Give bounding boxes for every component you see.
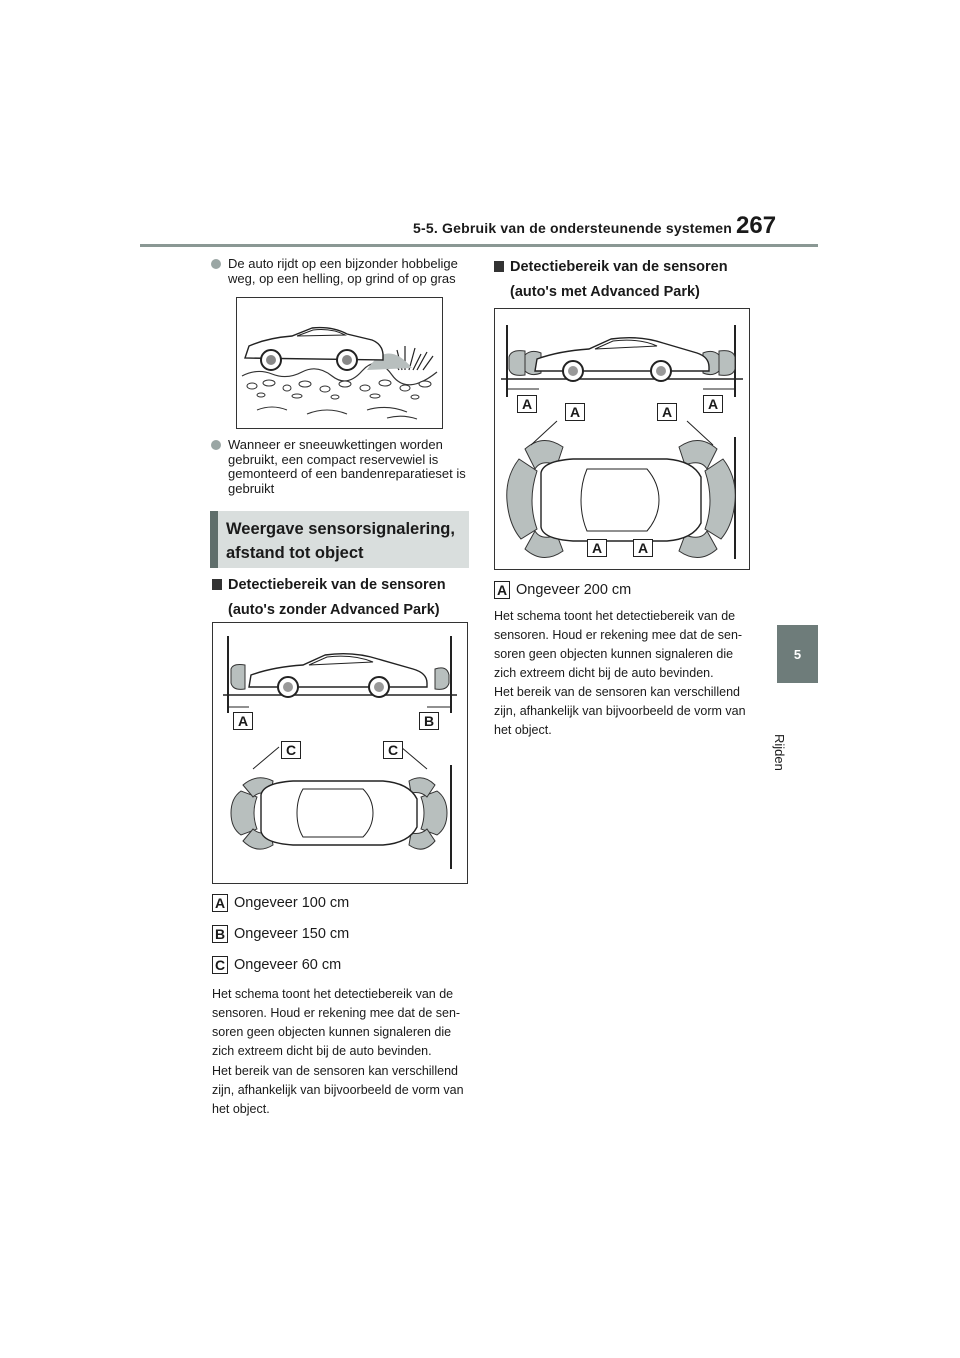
bullet-item	[211, 257, 471, 291]
legend-text: Ongeveer 60 cm	[234, 957, 342, 973]
legend-text: Ongeveer 100 cm	[234, 895, 350, 911]
section-title: 5-5. Gebruik van de ondersteunende systemen	[413, 220, 733, 236]
rough-road-drawing	[237, 298, 442, 428]
legend-text: Ongeveer 200 cm	[516, 582, 632, 598]
body-paragraph: Het schema toont het detectiebereik van de sensoren. Houd er rekening mee dat de sen-soren geen objecten kunnen signaleren die zich extreem dicht bij de auto bevinden.	[212, 987, 461, 1058]
legend-item-a	[212, 894, 412, 914]
legend-letter: A	[212, 894, 228, 912]
header-divider	[140, 244, 818, 247]
rough-road-illustration	[236, 297, 443, 429]
legend-letter: A	[494, 581, 510, 599]
page-number: 267	[736, 212, 777, 239]
dimension-label-a: A	[517, 395, 537, 413]
dimension-label-b: B	[419, 712, 439, 730]
advanced-park-drawing	[495, 309, 749, 569]
subheading-text: Detectiebereik van de sensoren (auto's met Advanced Park)	[510, 259, 728, 300]
dimension-label-a: A	[587, 539, 607, 557]
heading-accent-bar	[210, 511, 218, 568]
sensor-range-diagram	[212, 622, 468, 884]
advanced-park-sensor-diagram	[494, 308, 750, 570]
legend-item-b	[212, 925, 412, 945]
subheading	[212, 573, 472, 623]
body-paragraph: Het bereik van de sensoren kan verschillend zijn, afhankelijk van bijvoorbeeld de vorm van het object.	[494, 685, 746, 737]
legend-letter: C	[212, 956, 228, 974]
subheading-text: Detectiebereik van de sensoren (auto's zonder Advanced Park)	[228, 577, 446, 618]
legend-item-a	[494, 581, 694, 601]
body-paragraph: Het schema toont het detectiebereik van de sensoren. Houd er rekening mee dat de sen-soren geen objecten kunnen signaleren die zich extreem dicht bij de auto bevinden.	[494, 609, 743, 680]
bullet-item	[211, 438, 471, 498]
legend-text: Ongeveer 150 cm	[234, 926, 350, 942]
bullet-dot-icon	[211, 440, 221, 450]
dimension-label-a: A	[703, 395, 723, 413]
square-bullet-icon	[494, 261, 504, 272]
bullet-dot-icon	[211, 259, 221, 269]
dimension-label-c-right: C	[383, 741, 403, 759]
sensor-range-drawing	[213, 623, 467, 883]
dimension-label-a: A	[657, 403, 677, 421]
dimension-label-a: A	[233, 712, 253, 730]
subheading	[494, 255, 754, 305]
chapter-label-text: Rijden	[772, 734, 787, 771]
bullet-text: De auto rijdt op een bijzonder hobbelige weg, op een helling, op grind of op gras	[228, 256, 458, 286]
dimension-label-a: A	[633, 539, 653, 557]
body-paragraph: Het bereik van de sensoren kan verschillend zijn, afhankelijk van bijvoorbeeld de vorm van het object.	[212, 1064, 464, 1116]
square-bullet-icon	[212, 579, 222, 590]
legend-item-c	[212, 956, 412, 976]
chapter-tab[interactable]: 5	[777, 625, 818, 683]
dimension-label-c-left: C	[281, 741, 301, 759]
chapter-label	[772, 690, 808, 771]
bullet-text: Wanneer er sneeuwkettingen worden gebruikt, een compact reservewiel is gemonteerd of een bandenreparatieset is gebruikt	[228, 437, 466, 496]
section-heading-box	[210, 511, 469, 568]
dimension-label-a: A	[565, 403, 585, 421]
legend-letter: B	[212, 925, 228, 943]
section-heading: Weergave sensorsignalering, afstand tot object	[226, 520, 455, 562]
